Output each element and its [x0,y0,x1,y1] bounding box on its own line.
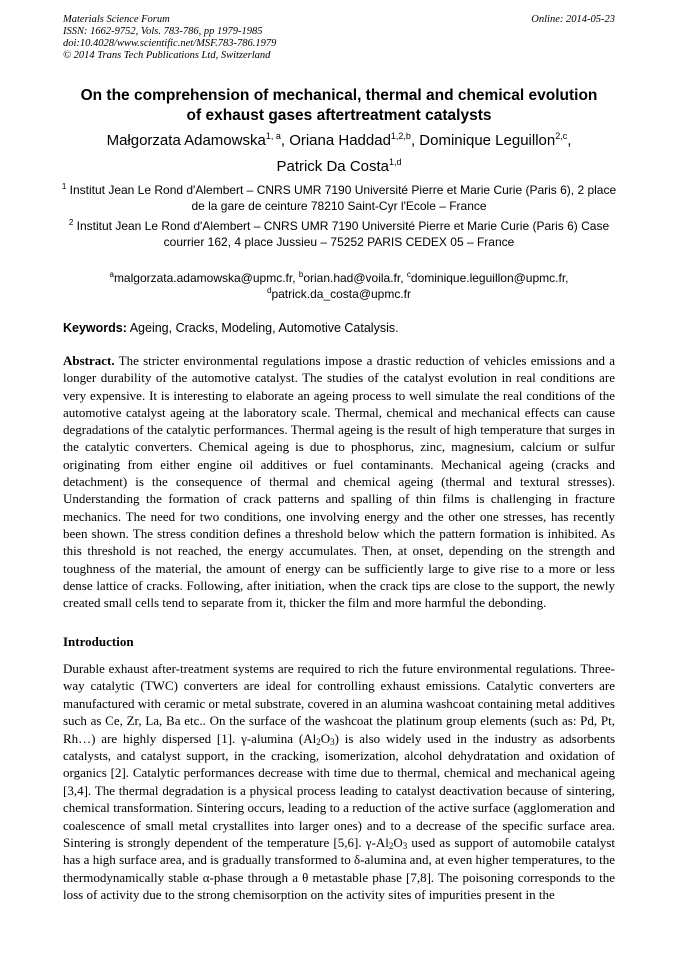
author-name: Oriana Haddad [289,132,391,149]
email-address[interactable]: malgorzata.adamowska@upmc.fr, [113,271,299,285]
author-name: Patrick Da Costa [276,158,390,175]
author-sep: , [410,132,420,149]
introduction-heading: Introduction [63,634,134,649]
author-sup: 1, a [265,131,281,141]
doi-line: doi:10.4028/www.scientific.net/MSF.783-786.1979 [63,38,277,49]
author-sep: , [567,132,572,149]
journal-header [63,14,615,62]
copyright-line: © 2014 Trans Tech Publications Ltd, Switzerland [63,50,271,61]
title-line-2: of exhaust gases aftertreatment catalysts [186,107,492,124]
email-sup: a [109,270,114,279]
affiliation-text: Institut Jean Le Rond d'Alembert – CNRS UMR 7190 Université Pierre et Marie Curie (Paris 6) Case courrier 162, 4 place Jussieu – 75252 PARIS CEDEX 05 – France [76,219,610,249]
abstract-text: The stricter environmental regulations impose a drastic reduction of vehicles emissions and a longer durability of the automotive catalyst. The studies of the catalyst evolution in real conditions are very expensive. It is interesting to elaborate an ageing process to well simulate the real conditions of the automotive catalyst ageing at the laboratory scale. Thermal, chemical and mechanical effects can cause degradations of the catalytic performances. Thermal ageing is the result of high temperature that surges in the catalytic converters. Chemical ageing is due to phosphorus, zinc, magnesium, calcium or sulfur originating from either engine oil additives or fuel contaminants. Mechanical ageing (cracks and detachment) is the consequence of thermal and chemical ageing (thermal and textural stresses). Understanding the formation of crack patterns and spalling of thin films is challenging in fracture mechanics. The need for two conditions, one involving energy and the other one stresses, has recently been shown. The stress condition defines a threshold below which the pattern formation is inhibited. As this threshold is not reached, the energy accumulates. Then, at onset, depending on the strength and toughness of the material, the amount of energy can be sufficiently large to give rise to a more or less dense lattice of cracks. Following, after initiation, when the crack tips are close to the support, the newly created small cells tend to separate from it, thicker the film and more harmful the debonding. [63,353,616,611]
keywords-label: Keywords: [63,321,127,335]
intro-text: ) is also widely used in the industry as adsorbents catalysts, and catalyst support, in the cracking, isomerization, alcohol dehydratation and oxidation of organics [2]. Catalytic performances decrease with time due to thermal, chemical and mechanical ageing [3,4]. The thermal degradation is a physical process leading to catalyst deactivation because of sintering, chemical transformation. Sintering occurs, leading to a reduction of the active surface (agglomeration and coalescence of small metal crystallites into larger ones) and to a decrease of the specific surface area. Sintering is strongly dependent of the temperature [5,6]. γ-Al [63,730,615,851]
introduction-body [63,660,615,904]
affiliation-text: Institut Jean Le Rond d'Alembert – CNRS UMR 7190 Université Pierre et Marie Curie (Paris 6), 2 place de la gare de ceinture 78210 Saint-Cyr l'Ecole – France [69,183,617,213]
author-sup: 2,c [555,131,568,141]
intro-text: used as support of automobile catalyst has a high surface area, and is gradually transformed to δ-alumina and, at even higher temperatures, to the thermodynamically stable α-phase through a θ metastable phase [7,8]. The poisoning corresponds to the loss of activity due to the strong chemisorption on the activity sites of impurities present in the [63,835,615,903]
author-sup: 1,d [389,157,402,167]
email-sup: c [406,270,411,279]
intro-text: Durable exhaust after-treatment systems are required to rich the future environmental regulations. Three-way catalytic (TWC) converters are ideal for controlling exhaust emissions. Catalytic converters are manufactured with ceramic or metal substrate, covered in an alumina washcoat containing metal additives such as Ce, Zr, La, Ba etc.. On the surface of the washcoat the platinum group elements (such as: Pd, Pt, Rh…) are highly dispersed [1]. γ-alumina (Al [63,661,615,746]
intro-subscript: 2 [388,841,394,852]
author-sep: , [280,132,290,149]
author-sup: 1,2,b [390,131,411,141]
affiliation-1 [58,182,620,214]
intro-subscript: 3 [330,736,335,747]
title-line-1: On the comprehension of mechanical, thermal and chemical evolution [80,87,598,104]
email-list [58,270,620,302]
abstract-label: Abstract. [63,353,115,368]
author-list [40,128,638,180]
keywords [63,320,615,336]
email-sup: b [298,270,304,279]
email-sup: d [266,286,272,295]
author-name: Dominique Leguillon [419,132,556,149]
email-address[interactable]: dominique.leguillon@upmc.fr, [410,271,569,285]
affiliation-number: 1 [61,182,67,191]
intro-text: O [393,835,403,851]
online-date: Online: 2014-05-23 [531,14,615,25]
author-name: Małgorzata Adamowska [106,132,266,149]
affiliation-number: 2 [68,218,74,227]
keywords-text: Ageing, Cracks, Modeling, Automotive Catalysis. [129,321,399,335]
paper-title [40,86,638,126]
journal-name: Materials Science Forum [63,14,170,25]
intro-subscript: 2 [316,736,321,747]
abstract [63,352,615,611]
intro-subscript: 3 [402,841,408,852]
intro-text: O [320,730,331,746]
email-address[interactable]: patrick.da_costa@upmc.fr [271,287,412,301]
affiliation-2 [58,218,620,250]
issn-line: ISSN: 1662-9752, Vols. 783-786, pp 1979-1985 [63,26,263,37]
email-address[interactable]: orian.had@voila.fr, [303,271,407,285]
